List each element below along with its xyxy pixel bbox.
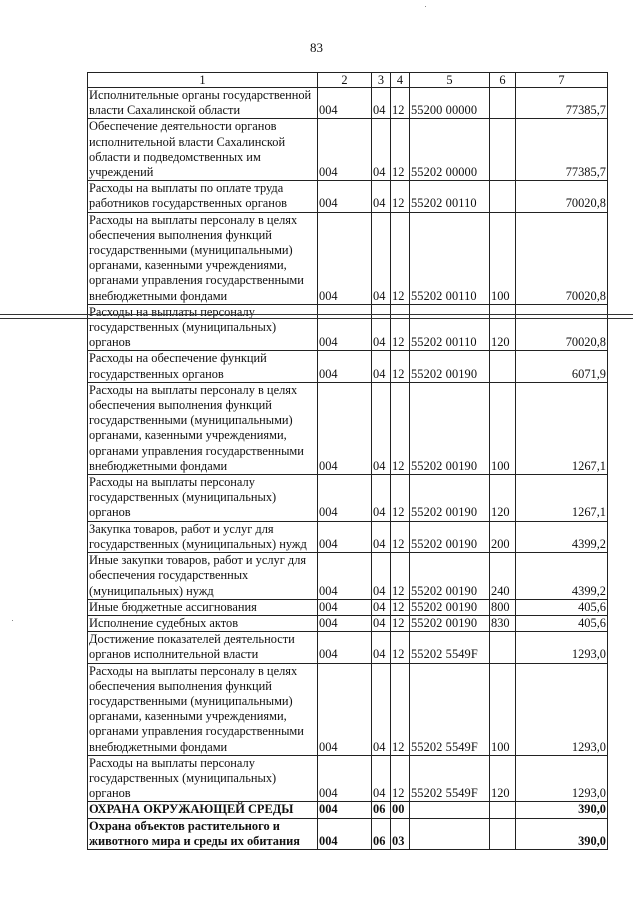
cell-section: 04 — [372, 599, 391, 615]
table-row — [88, 304, 608, 351]
table-row — [88, 181, 608, 212]
cell-target-article: 55202 00110 — [410, 304, 490, 351]
table-row — [88, 615, 608, 631]
cell-ministry: 004 — [318, 181, 372, 212]
cell-target-article: 55202 5549F — [410, 663, 490, 755]
cell-target-article: 55202 00190 — [410, 382, 490, 474]
cell-amount: 77385,7 — [516, 88, 608, 119]
cell-amount: 1293,0 — [516, 663, 608, 755]
cell-section: 04 — [372, 88, 391, 119]
cell-target-article: 55202 00190 — [410, 351, 490, 382]
cell-target-article: 55202 00000 — [410, 119, 490, 181]
cell-amount: 1293,0 — [516, 755, 608, 802]
cell-target-article: 55202 5549F — [410, 755, 490, 802]
cell-name: Расходы на выплаты по оплате труда работников государственных органов — [88, 181, 318, 212]
cell-name: Расходы на выплаты персоналу государственных (муниципальных) органов — [88, 755, 318, 802]
cell-name: Расходы на выплаты персоналу в целях обеспечения выполнения функций государственными (муниципальными) органами, казенными учреждениями, органами управления государственными внебюджетными фондами — [88, 212, 318, 304]
cell-name: Обеспечение деятельности органов исполнительной власти Сахалинской области и подведомственных им учреждений — [88, 119, 318, 181]
cell-amount: 1267,1 — [516, 475, 608, 522]
cell-expense-type: 240 — [490, 553, 516, 600]
cell-expense-type: 830 — [490, 615, 516, 631]
cell-amount: 70020,8 — [516, 212, 608, 304]
table-row — [88, 818, 608, 849]
table-row — [88, 88, 608, 119]
cell-ministry: 004 — [318, 88, 372, 119]
cell-section: 04 — [372, 351, 391, 382]
cell-subsection: 12 — [391, 212, 410, 304]
cell-section: 04 — [372, 553, 391, 600]
cell-name: Расходы на выплаты персоналу государственных (муниципальных) органов — [88, 475, 318, 522]
table-row — [88, 632, 608, 663]
cell-target-article: 55202 5549F — [410, 632, 490, 663]
cell-ministry: 004 — [318, 615, 372, 631]
cell-amount: 1293,0 — [516, 632, 608, 663]
table-row — [88, 475, 608, 522]
scan-line — [0, 318, 633, 319]
cell-amount: 6071,9 — [516, 351, 608, 382]
cell-ministry: 004 — [318, 818, 372, 849]
cell-expense-type: 100 — [490, 212, 516, 304]
cell-subsection: 12 — [391, 632, 410, 663]
header-cell: 7 — [516, 73, 608, 88]
cell-name: Расходы на выплаты персоналу в целях обеспечения выполнения функций государственными (муниципальными) органами, казенными учреждениями, органами управления государственными внебюджетными фондами — [88, 663, 318, 755]
cell-subsection: 12 — [391, 521, 410, 552]
cell-name: Исполнительные органы государственной власти Сахалинской области — [88, 88, 318, 119]
table-row — [88, 553, 608, 600]
cell-target-article: 55202 00110 — [410, 181, 490, 212]
cell-section: 04 — [372, 382, 391, 474]
cell-section: 04 — [372, 632, 391, 663]
cell-name: Иные закупки товаров, работ и услуг для обеспечения государственных (муниципальных) нужд — [88, 553, 318, 600]
cell-expense-type — [490, 88, 516, 119]
cell-subsection: 12 — [391, 351, 410, 382]
cell-target-article: 55202 00190 — [410, 599, 490, 615]
cell-ministry: 004 — [318, 802, 372, 818]
cell-ministry: 004 — [318, 382, 372, 474]
cell-expense-type: 800 — [490, 599, 516, 615]
cell-expense-type — [490, 802, 516, 818]
cell-ministry: 004 — [318, 663, 372, 755]
cell-ministry: 004 — [318, 553, 372, 600]
cell-target-article: 55202 00110 — [410, 212, 490, 304]
cell-subsection: 12 — [391, 475, 410, 522]
cell-section: 04 — [372, 755, 391, 802]
cell-expense-type: 120 — [490, 475, 516, 522]
cell-subsection: 12 — [391, 615, 410, 631]
cell-name: Охрана объектов растительного и животного мира и среды их обитания — [88, 818, 318, 849]
cell-expense-type — [490, 119, 516, 181]
cell-name: Исполнение судебных актов — [88, 615, 318, 631]
cell-ministry: 004 — [318, 119, 372, 181]
cell-ministry: 004 — [318, 212, 372, 304]
cell-target-article: 55200 00000 — [410, 88, 490, 119]
header-row — [88, 73, 608, 88]
cell-subsection: 03 — [391, 818, 410, 849]
table-row — [88, 212, 608, 304]
table-row — [88, 521, 608, 552]
cell-expense-type: 120 — [490, 304, 516, 351]
table-row — [88, 351, 608, 382]
cell-section: 04 — [372, 521, 391, 552]
cell-amount: 77385,7 — [516, 119, 608, 181]
cell-ministry: 004 — [318, 521, 372, 552]
header-cell: 5 — [410, 73, 490, 88]
cell-section: 04 — [372, 304, 391, 351]
cell-section: 04 — [372, 663, 391, 755]
cell-section: 06 — [372, 802, 391, 818]
cell-subsection: 12 — [391, 599, 410, 615]
cell-amount: 405,6 — [516, 615, 608, 631]
header-cell: 3 — [372, 73, 391, 88]
cell-amount: 405,6 — [516, 599, 608, 615]
cell-ministry: 004 — [318, 632, 372, 663]
cell-name: Расходы на обеспечение функций государственных органов — [88, 351, 318, 382]
cell-expense-type: 100 — [490, 663, 516, 755]
table-row — [88, 663, 608, 755]
cell-amount: 70020,8 — [516, 181, 608, 212]
cell-subsection: 00 — [391, 802, 410, 818]
cell-name: ОХРАНА ОКРУЖАЮЩЕЙ СРЕДЫ — [88, 802, 318, 818]
table-row — [88, 802, 608, 818]
cell-target-article: 55202 00190 — [410, 521, 490, 552]
cell-expense-type: 100 — [490, 382, 516, 474]
cell-amount: 70020,8 — [516, 304, 608, 351]
cell-amount: 4399,2 — [516, 553, 608, 600]
header-cell: 2 — [318, 73, 372, 88]
cell-subsection: 12 — [391, 663, 410, 755]
scan-dot — [425, 6, 426, 7]
cell-section: 04 — [372, 475, 391, 522]
cell-name: Достижение показателей деятельности органов исполнительной власти — [88, 632, 318, 663]
header-cell: 4 — [391, 73, 410, 88]
table-row — [88, 755, 608, 802]
cell-ministry: 004 — [318, 755, 372, 802]
page-number: 83 — [310, 40, 323, 55]
table-row — [88, 119, 608, 181]
cell-expense-type: 200 — [490, 521, 516, 552]
cell-name: Иные бюджетные ассигнования — [88, 599, 318, 615]
cell-subsection: 12 — [391, 304, 410, 351]
cell-ministry: 004 — [318, 475, 372, 522]
cell-target-article: 55202 00190 — [410, 475, 490, 522]
cell-section: 04 — [372, 615, 391, 631]
cell-section: 04 — [372, 212, 391, 304]
table-row — [88, 599, 608, 615]
cell-section: 06 — [372, 818, 391, 849]
cell-subsection: 12 — [391, 119, 410, 181]
cell-section: 04 — [372, 181, 391, 212]
cell-subsection: 12 — [391, 382, 410, 474]
cell-ministry: 004 — [318, 304, 372, 351]
cell-subsection: 12 — [391, 755, 410, 802]
budget-table — [87, 72, 608, 850]
scan-dot — [12, 620, 13, 621]
cell-subsection: 12 — [391, 88, 410, 119]
header-cell: 1 — [88, 73, 318, 88]
cell-amount: 390,0 — [516, 818, 608, 849]
cell-expense-type — [490, 818, 516, 849]
cell-ministry: 004 — [318, 599, 372, 615]
cell-ministry: 004 — [318, 351, 372, 382]
scan-line — [0, 314, 633, 315]
cell-amount: 1267,1 — [516, 382, 608, 474]
cell-target-article: 55202 00190 — [410, 615, 490, 631]
cell-section: 04 — [372, 119, 391, 181]
cell-amount: 4399,2 — [516, 521, 608, 552]
cell-expense-type — [490, 351, 516, 382]
cell-expense-type: 120 — [490, 755, 516, 802]
cell-subsection: 12 — [391, 553, 410, 600]
cell-expense-type — [490, 632, 516, 663]
table-body — [88, 88, 608, 850]
cell-target-article — [410, 818, 490, 849]
cell-expense-type — [490, 181, 516, 212]
header-cell: 6 — [490, 73, 516, 88]
cell-name: Закупка товаров, работ и услуг для государственных (муниципальных) нужд — [88, 521, 318, 552]
cell-amount: 390,0 — [516, 802, 608, 818]
cell-name: Расходы на выплаты персоналу в целях обеспечения выполнения функций государственными (муниципальными) органами, казенными учреждениями, органами управления государственными внебюджетными фондами — [88, 382, 318, 474]
cell-target-article — [410, 802, 490, 818]
table-row — [88, 382, 608, 474]
cell-name: Расходы на выплаты персоналу государственных (муниципальных) органов — [88, 304, 318, 351]
cell-subsection: 12 — [391, 181, 410, 212]
cell-target-article: 55202 00190 — [410, 553, 490, 600]
